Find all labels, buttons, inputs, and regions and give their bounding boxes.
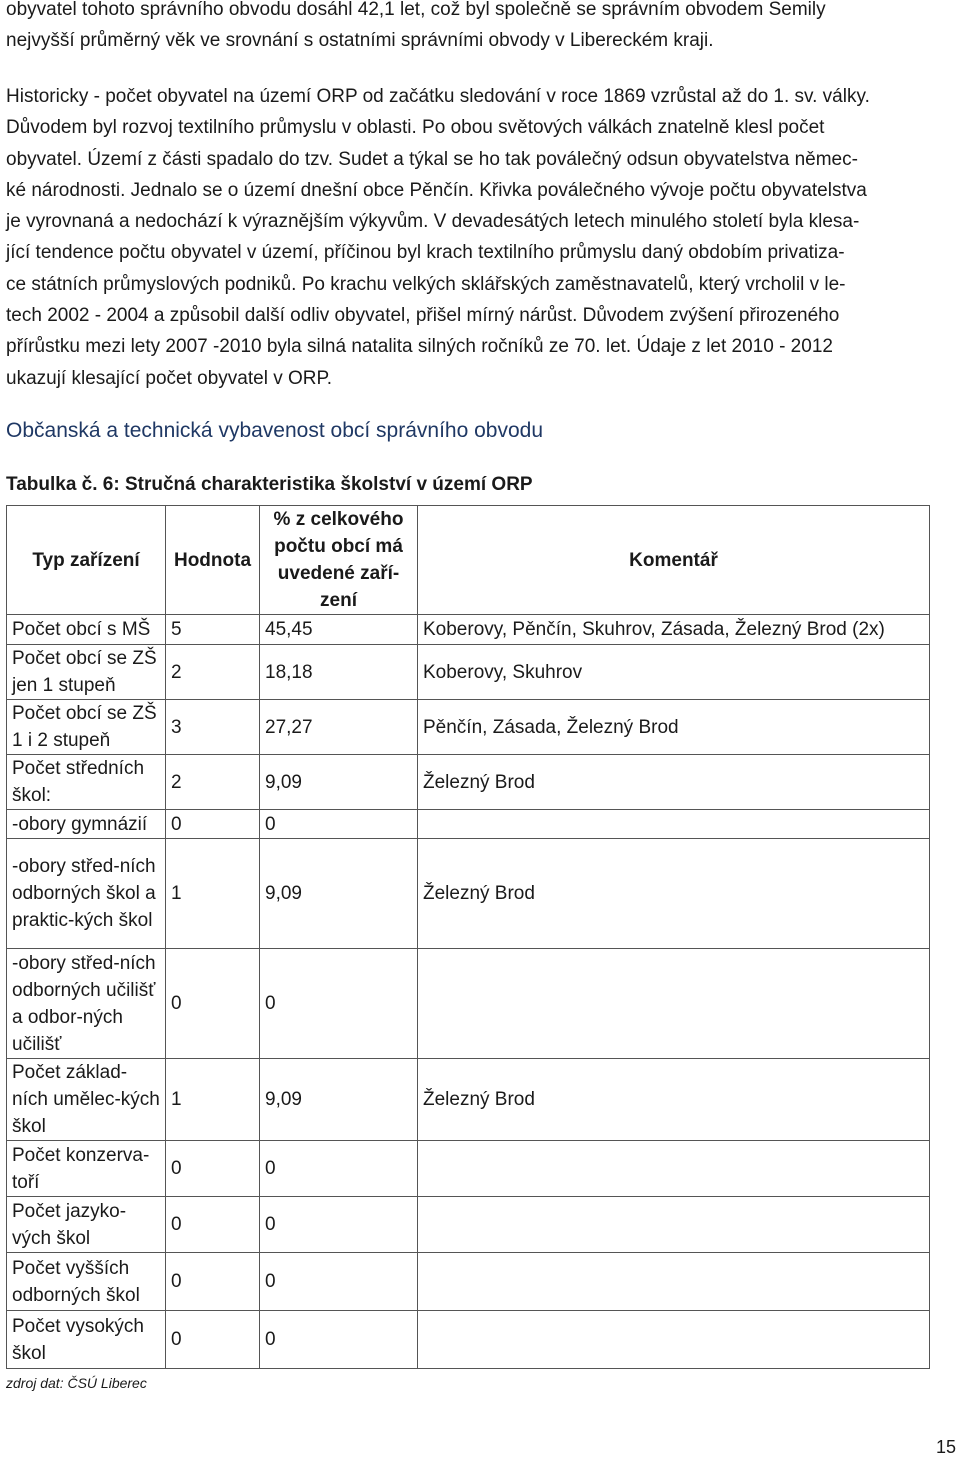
header-type: Typ zařízení <box>7 506 166 615</box>
paragraph-line: ukazují klesající počet obyvatel v ORP. <box>6 367 332 389</box>
row-type: Počet obcí s MŠ <box>7 615 166 645</box>
row-type: Počet základ-ních umělec-kých škol <box>7 1059 166 1141</box>
row-percent: 0 <box>260 949 418 1059</box>
row-type: Počet středních škol: <box>7 755 166 810</box>
row-percent: 0 <box>260 1311 418 1369</box>
table-row <box>7 1059 930 1141</box>
row-value: 3 <box>166 700 260 755</box>
table-row <box>7 755 930 810</box>
paragraph-line: nejvyšší průměrný věk ve srovnání s ostatními správními obvody v Libereckém kraji. <box>6 30 714 52</box>
row-percent: 9,09 <box>260 1059 418 1141</box>
table-caption: Tabulka č. 6: Stručná charakteristika školství v území ORP <box>6 474 533 495</box>
row-type: Počet konzerva-toří <box>7 1141 166 1197</box>
row-type: Počet vysokých škol <box>7 1311 166 1369</box>
table-row <box>7 645 930 700</box>
row-comment <box>418 1253 930 1311</box>
row-comment <box>418 810 930 839</box>
schools-table <box>6 505 930 1369</box>
row-value: 1 <box>166 1059 260 1141</box>
header-comment: Komentář <box>418 506 930 615</box>
paragraph-line: přírůstku mezi lety 2007 -2010 byla silná natalita silných ročníků ze 70. let. Údaje z let 2010 - 2012 <box>6 336 833 358</box>
row-value: 2 <box>166 755 260 810</box>
row-comment: Koberovy, Skuhrov <box>418 645 930 700</box>
row-percent: 9,09 <box>260 755 418 810</box>
row-comment: Železný Brod <box>418 1059 930 1141</box>
header-percent: % z celkového počtu obcí má uvedené zaří-zení <box>260 506 418 615</box>
row-type: Počet vyšších odborných škol <box>7 1253 166 1311</box>
row-percent: 0 <box>260 810 418 839</box>
table-row <box>7 810 930 839</box>
intro-paragraph <box>6 0 924 57</box>
row-comment <box>418 1197 930 1253</box>
table-row <box>7 1197 930 1253</box>
row-value: 0 <box>166 1253 260 1311</box>
source-note: zdroj dat: ČSÚ Liberec <box>6 1375 147 1391</box>
table-row <box>7 839 930 949</box>
table-row <box>7 1253 930 1311</box>
paragraph-line: jící tendence počtu obyvatel v území, příčinou byl krach textilního průmyslu daný obdobím privatiza- <box>6 242 845 264</box>
row-value: 0 <box>166 810 260 839</box>
paragraph-line: Historicky - počet obyvatel na území ORP od začátku sledování v roce 1869 vzrůstal až do 1. sv. války. <box>6 86 870 107</box>
row-type: -obory střed-ních odborných učilišť a odbor-ných učilišť <box>7 949 166 1059</box>
row-type: -obory gymnázií <box>7 810 166 839</box>
row-type: -obory střed-ních odborných škol a praktic-kých škol <box>7 839 166 949</box>
row-percent: 45,45 <box>260 615 418 645</box>
row-percent: 0 <box>260 1253 418 1311</box>
table-header-row <box>7 506 930 615</box>
row-comment: Koberovy, Pěnčín, Skuhrov, Zásada, Železný Brod (2x) <box>418 615 930 645</box>
paragraph-line: ce státních průmyslových podniků. Po krachu velkých sklářských zaměstnavatelů, který vrcholil v le- <box>6 273 846 295</box>
row-percent: 18,18 <box>260 645 418 700</box>
paragraph-line: ké národnosti. Jednalo se o území dnešní obce Pěnčín. Křivka poválečného vývoje počtu obyvatelstva <box>6 179 867 201</box>
table-row <box>7 1141 930 1197</box>
row-percent: 27,27 <box>260 700 418 755</box>
table-row <box>7 1311 930 1369</box>
section-heading: Občanská a technická vybavenost obcí správního obvodu <box>6 419 543 442</box>
table-row <box>7 700 930 755</box>
row-comment <box>418 1141 930 1197</box>
paragraph-line: obyvatel. Území z části spadalo do tzv. Sudet a týkal se ho tak poválečný odsun obyvatelstva němec- <box>6 148 858 170</box>
row-value: 0 <box>166 1311 260 1369</box>
row-comment: Železný Brod <box>418 755 930 810</box>
paragraph-line: Důvodem byl rozvoj textilního průmyslu v oblasti. Po obou světových válkách znatelně klesl počet <box>6 117 825 139</box>
row-type: Počet obcí se ZŠ 1 i 2 stupeň <box>7 700 166 755</box>
row-type: Počet obcí se ZŠ jen 1 stupeň <box>7 645 166 700</box>
history-paragraph <box>6 81 924 394</box>
row-comment: Pěnčín, Zásada, Železný Brod <box>418 700 930 755</box>
row-comment <box>418 949 930 1059</box>
header-value: Hodnota <box>166 506 260 615</box>
row-percent: 9,09 <box>260 839 418 949</box>
row-comment <box>418 1311 930 1369</box>
row-value: 2 <box>166 645 260 700</box>
row-percent: 0 <box>260 1141 418 1197</box>
paragraph-line: obyvatel tohoto správního obvodu dosáhl 42,1 let, což byl společně se správním obvodem Semily <box>6 0 826 20</box>
paragraph-line: je vyrovnaná a nedochází k výraznějším výkyvům. V devadesátých letech minulého století byla klesa- <box>6 211 860 233</box>
row-value: 0 <box>166 1141 260 1197</box>
table-row <box>7 949 930 1059</box>
row-percent: 0 <box>260 1197 418 1253</box>
table-row <box>7 615 930 645</box>
row-type: Počet jazyko-vých škol <box>7 1197 166 1253</box>
paragraph-line: tech 2002 - 2004 a způsobil další odliv obyvatel, přišel mírný nárůst. Důvodem zvýšení přirozeného <box>6 305 840 327</box>
row-comment: Železný Brod <box>418 839 930 949</box>
row-value: 1 <box>166 839 260 949</box>
row-value: 5 <box>166 615 260 645</box>
row-value: 0 <box>166 1197 260 1253</box>
row-value: 0 <box>166 949 260 1059</box>
page-number: 15 <box>935 1437 956 1457</box>
